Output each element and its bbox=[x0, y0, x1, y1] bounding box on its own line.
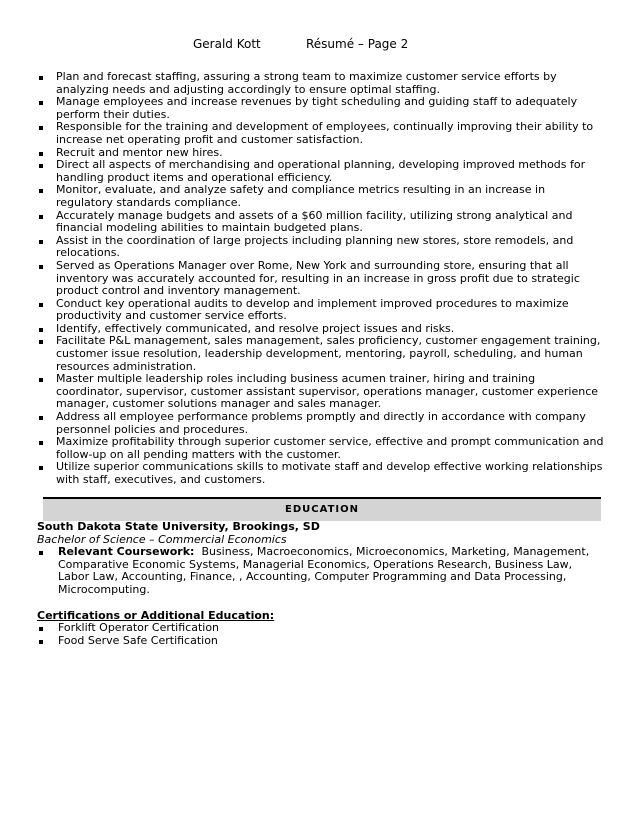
square-bullet-icon bbox=[39, 126, 43, 130]
list-item bbox=[37, 546, 605, 596]
square-bullet-icon bbox=[39, 640, 43, 644]
page-label: Résumé – Page 2 bbox=[306, 37, 409, 51]
square-bullet-icon bbox=[39, 340, 43, 344]
list-item: Direct all aspects of merchandising and operational planning, developing improved methods for handling product items and operational efficiency. bbox=[37, 159, 605, 184]
square-bullet-icon bbox=[39, 240, 43, 244]
certifications-list bbox=[37, 622, 605, 647]
square-bullet-icon bbox=[39, 466, 43, 470]
list-item: Address all employee performance problems promptly and directly in accordance with company personnel policies and procedures. bbox=[37, 411, 605, 436]
list-item: Plan and forecast staffing, assuring a strong team to maximize customer service efforts by analyzing needs and adjusting accordingly to ensure optimal staffing. bbox=[37, 71, 605, 96]
list-item: Forklift Operator Certification bbox=[37, 622, 605, 635]
list-item: Served as Operations Manager over Rome, New York and surrounding store, ensuring that all inventory was accurately accounted for, resulting in an increase in gross profit due to strategic product control and inventory management. bbox=[37, 260, 605, 298]
list-item: Recruit and mentor new hires. bbox=[37, 147, 605, 160]
list-item: Master multiple leadership roles including business acumen trainer, hiring and training coordinator, supervisor, customer assistant supervisor, operations manager, customer experience manager, customer solutions manager and sales manager. bbox=[37, 373, 605, 411]
square-bullet-icon bbox=[39, 101, 43, 105]
square-bullet-icon bbox=[39, 76, 43, 80]
square-bullet-icon bbox=[39, 265, 43, 269]
square-bullet-icon bbox=[39, 416, 43, 420]
list-item: Monitor, evaluate, and analyze safety and compliance metrics resulting in an increase in regulatory standards compliance. bbox=[37, 184, 605, 209]
square-bullet-icon bbox=[39, 378, 43, 382]
list-item: Assist in the coordination of large projects including planning new stores, store remodels, and relocations. bbox=[37, 235, 605, 260]
list-item: Food Serve Safe Certification bbox=[37, 635, 605, 648]
list-item: Accurately manage budgets and assets of a $60 million facility, utilizing strong analytical and financial modeling abilities to maintain budgeted plans. bbox=[37, 210, 605, 235]
candidate-name: Gerald Kott bbox=[193, 37, 261, 51]
square-bullet-icon bbox=[39, 152, 43, 156]
list-item: Manage employees and increase revenues by tight scheduling and guiding staff to adequately perform their duties. bbox=[37, 96, 605, 121]
duties-list bbox=[37, 71, 605, 487]
square-bullet-icon bbox=[39, 551, 43, 555]
list-item: Maximize profitability through superior customer service, effective and prompt communication and follow-up on all pending matters with the customer. bbox=[37, 436, 605, 461]
education-section-title: EDUCATION bbox=[285, 504, 359, 515]
square-bullet-icon bbox=[39, 627, 43, 631]
school-name: South Dakota State University, Brookings, SD bbox=[37, 520, 320, 533]
coursework-list bbox=[37, 546, 605, 596]
square-bullet-icon bbox=[39, 303, 43, 307]
education-section bbox=[37, 521, 605, 647]
square-bullet-icon bbox=[39, 328, 43, 332]
square-bullet-icon bbox=[39, 215, 43, 219]
square-bullet-icon bbox=[39, 189, 43, 193]
certifications-heading: Certifications or Additional Education: bbox=[37, 608, 275, 622]
square-bullet-icon bbox=[39, 164, 43, 168]
list-item: Utilize superior communications skills to motivate staff and develop effective working relationships with staff, executives, and customers. bbox=[37, 461, 605, 486]
list-item: Conduct key operational audits to develop and implement improved procedures to maximize productivity and customer service efforts. bbox=[37, 298, 605, 323]
square-bullet-icon bbox=[39, 441, 43, 445]
coursework-label: Relevant Coursework: bbox=[58, 545, 195, 559]
list-item: Responsible for the training and development of employees, continually improving their ability to increase net operating profit and customer satisfaction. bbox=[37, 121, 605, 146]
coursework-text: Business, Macroeconomics, Microeconomics, Marketing, Management, Comparative Economic Systems, Managerial Economics, Operations Research, Business Law, Labor Law, Accounting, Finance, , Accounting, Computer Programming and Data Processing, Microcomputing. bbox=[58, 545, 590, 596]
list-item: Identify, effectively communicated, and resolve project issues and risks. bbox=[37, 323, 605, 336]
degree-name: Bachelor of Science – Commercial Economics bbox=[37, 532, 287, 546]
list-item: Facilitate P&L management, sales management, sales proficiency, customer engagement training, customer issue resolution, leadership development, mentoring, payroll, scheduling, and human resources administration. bbox=[37, 335, 605, 373]
